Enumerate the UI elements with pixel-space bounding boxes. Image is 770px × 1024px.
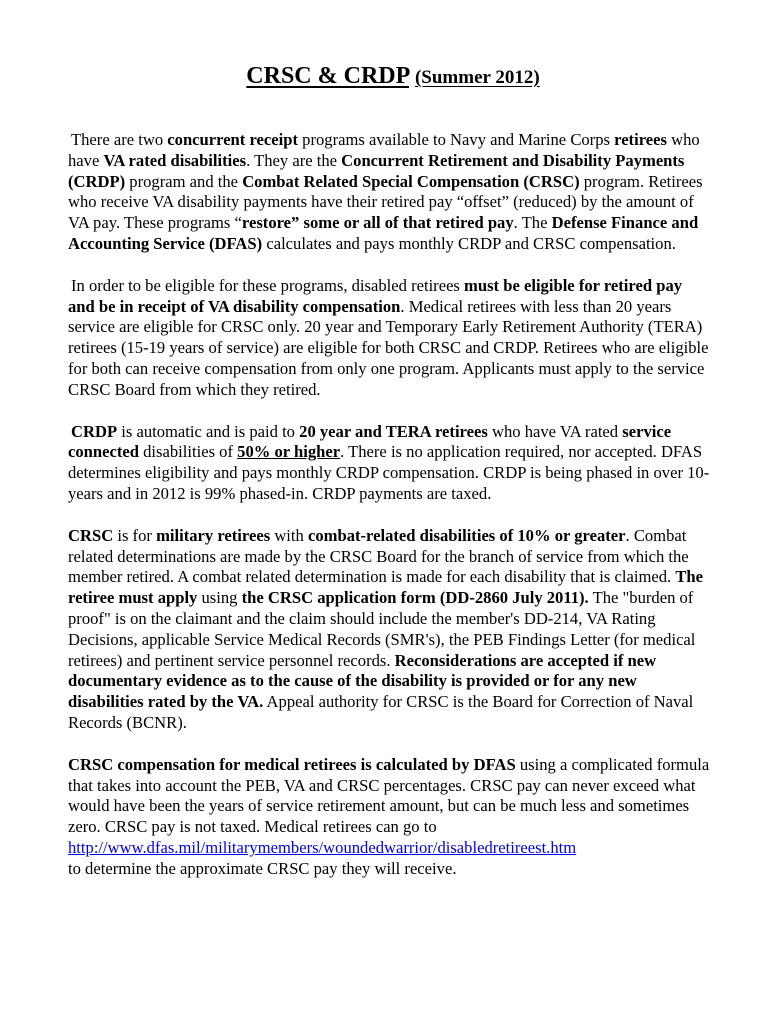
text: The "burden of proof" is on the claimant and the claim should include the member's DD-214, VA Rating Decisions, applicable Service Medical Records (SMR's), the PEB Findings Letter (for medical retirees) and pertinent service personnel records.: [68, 588, 696, 670]
bold-text: Concurrent Retirement and Disability Payments (CRDP): [68, 150, 685, 191]
text: with: [270, 525, 308, 545]
text: to determine the approximate CRSC pay they will receive.: [68, 858, 457, 878]
bold-text: The retiree must apply: [68, 567, 703, 608]
bold-text: Reconsiderations are accepted if new documentary evidence as to the cause of the disability is provided or for any new disabilities rated by the VA.: [68, 650, 657, 712]
text: disabilities of: [138, 442, 238, 462]
title-date: (Summer 2012): [414, 67, 540, 88]
bold-text: retirees: [614, 130, 667, 149]
bold-text: military retirees: [156, 525, 271, 545]
page-title: [68, 62, 710, 92]
text: program and the: [125, 171, 243, 191]
bold-text: CRSC: [68, 525, 114, 545]
bold-text: restore” some or all of that retired pay: [241, 213, 514, 233]
paragraph-crsc: [68, 526, 710, 734]
bold-text: Combat Related Special Compensation (CRSC): [242, 171, 580, 191]
text: . Medical retirees with less than 20 years service are eligible for CRSC only. 20 year and Temporary Early Retirement Authority (TERA) retirees (15-19 years of service) are eligible for both CRSC and CRDP. Retirees who are eligible for both can receive compensation from only one program. Applicants must apply to the service CRSC Board from which they retired.: [68, 296, 709, 399]
text: is for: [113, 525, 157, 545]
text: using: [197, 588, 242, 608]
text: program. Retirees who receive VA disability payments have their retired pay “offset” (reduced) by the amount of VA pay. These programs “: [68, 171, 703, 233]
bold-text: service connected: [68, 421, 672, 462]
text: is automatic and is paid to: [117, 421, 300, 441]
bold-text: concurrent receipt: [167, 130, 298, 149]
bold-text: Defense Finance and Accounting Service (DFAS): [68, 213, 699, 253]
text: . The: [513, 213, 552, 233]
bold-text: CRSC compensation for medical retirees is calculated by DFAS: [68, 754, 516, 774]
paragraph-programs-overview: [68, 130, 710, 255]
dfas-calculator-link[interactable]: http://www.dfas.mil/militarymembers/woundedwarrior/disabledretireest.htm: [68, 837, 577, 857]
text: who have VA rated: [487, 421, 623, 441]
text: . Combat related determinations are made by the CRSC Board for the branch of service from which the member retired. A combat related determination is made for each disability that is claimed.: [68, 525, 689, 587]
bold-text: VA rated disabilities: [103, 150, 247, 170]
bold-text: 20 year and TERA retirees: [299, 421, 488, 441]
paragraph-medical-retirees: [68, 755, 710, 880]
paragraph-eligibility: [68, 276, 710, 401]
text: who have: [68, 130, 700, 170]
text: There are two: [71, 130, 168, 149]
bold-text: the CRSC application form (DD-2860 July 2011).: [241, 588, 589, 608]
title-main: CRSC & CRDP: [246, 63, 409, 89]
text: . There is no application required, nor accepted. DFAS determines eligibility and pays monthly CRDP compensation. CRDP is being phased in over 10-years and in 2012 is 99% phased-in. CRDP payments are taxed.: [68, 442, 710, 503]
text: In order to be eligible for these programs, disabled retirees: [71, 275, 465, 295]
bold-text: must be eligible for retired pay and be in receipt of VA disability compensation: [68, 275, 683, 316]
text: using a complicated formula that takes into account the PEB, VA and CRSC percentages. CRSC pay can never exceed what would have been the years of service retirement amount, but can be much less and sometimes zero. CRSC pay is not taxed. Medical retirees can go to: [68, 754, 710, 837]
text: Appeal authority for CRSC is the Board for Correction of Naval Records (BCNR).: [68, 692, 694, 732]
bold-text: CRDP: [71, 421, 118, 441]
bold-text: combat-related disabilities of 10% or greater: [307, 525, 626, 545]
text: . They are the: [246, 150, 342, 170]
text: calculates and pays monthly CRDP and CRSC compensation.: [262, 233, 676, 253]
text: programs available to Navy and Marine Corps: [298, 130, 615, 149]
bold-underlined-text: 50% or higher: [237, 442, 341, 462]
paragraph-crdp: [68, 422, 710, 505]
